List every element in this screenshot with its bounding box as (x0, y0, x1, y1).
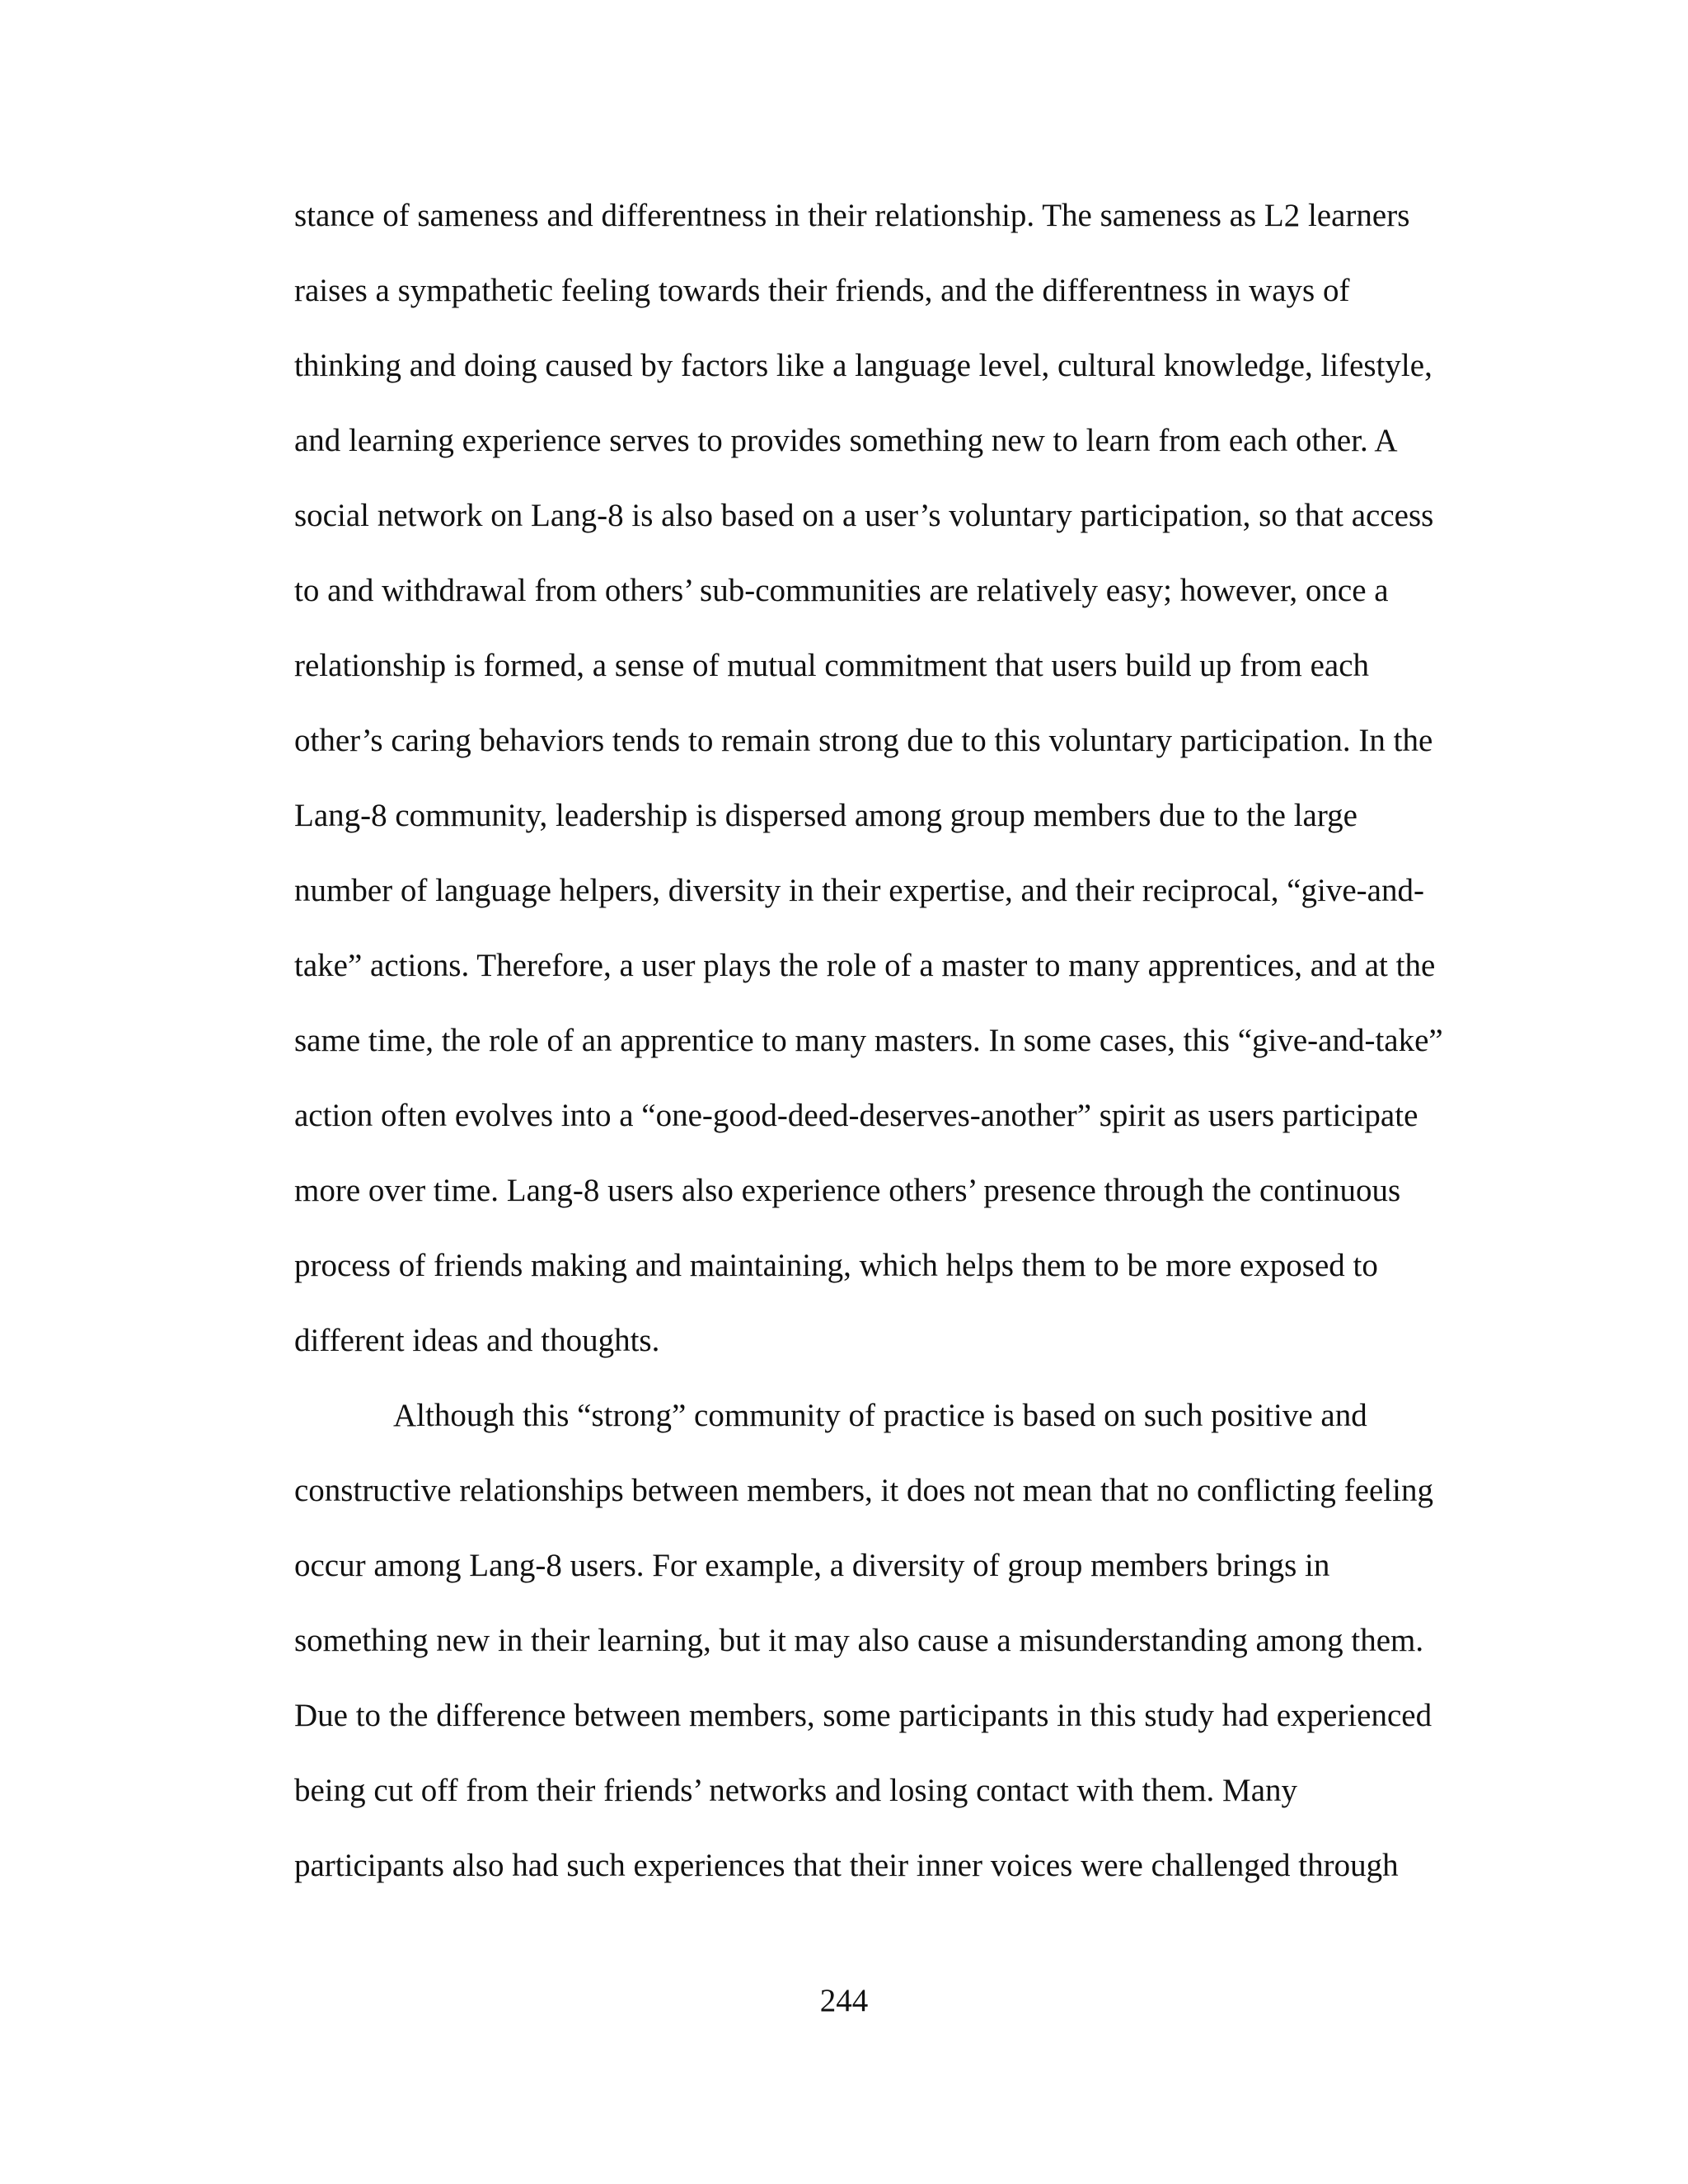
body-text-line: other’s caring behaviors tends to remain strong due to this voluntary participation. In the (294, 723, 1433, 758)
body-text-line: take” actions. Therefore, a user plays the role of a master to many apprentices, and at the (294, 948, 1436, 983)
body-text-line: same time, the role of an apprentice to many masters. In some cases, this “give-and-take” (294, 1023, 1443, 1058)
body-text-line: more over time. Lang-8 users also experience others’ presence through the continuous (294, 1173, 1401, 1208)
body-text-line: action often evolves into a “one-good-deed-deserves-another” spirit as users participate (294, 1098, 1418, 1133)
body-text-line: thinking and doing caused by factors like a language level, cultural knowledge, lifestyle, (294, 348, 1432, 383)
body-text-line: social network on Lang-8 is also based on a user’s voluntary participation, so that access (294, 498, 1434, 533)
body-text-line: relationship is formed, a sense of mutual commitment that users build up from each (294, 648, 1370, 683)
body-text-line: something new in their learning, but it may also cause a misunderstanding among them. (294, 1623, 1424, 1658)
body-text-line: process of friends making and maintaining, which helps them to be more exposed to (294, 1248, 1378, 1283)
body-text-line: to and withdrawal from others’ sub-communities are relatively easy; however, once a (294, 573, 1389, 608)
body-text-line: being cut off from their friends’ networks and losing contact with them. Many (294, 1773, 1298, 1808)
body-text-line: Due to the difference between members, some participants in this study had experienced (294, 1698, 1432, 1733)
body-text-line: raises a sympathetic feeling towards their friends, and the differentness in ways of (294, 273, 1350, 308)
body-text-line: Lang-8 community, leadership is dispersed among group members due to the large (294, 798, 1357, 833)
body-text-line: number of language helpers, diversity in their expertise, and their reciprocal, “give-and- (294, 873, 1424, 908)
body-text-line: and learning experience serves to provides something new to learn from each other. A (294, 423, 1398, 458)
body-text-line: stance of sameness and differentness in their relationship. The sameness as L2 learners (294, 198, 1410, 233)
body-text-line: constructive relationships between members, it does not mean that no conflicting feeling (294, 1473, 1433, 1508)
paragraph-first-line: Although this “strong” community of practice is based on such positive and (393, 1398, 1367, 1433)
body-text-line: participants also had such experiences that their inner voices were challenged through (294, 1848, 1399, 1883)
body-text-line: occur among Lang-8 users. For example, a diversity of group members brings in (294, 1548, 1330, 1583)
page-number: 244 (819, 1983, 869, 2018)
body-text-line: different ideas and thoughts. (294, 1323, 660, 1358)
